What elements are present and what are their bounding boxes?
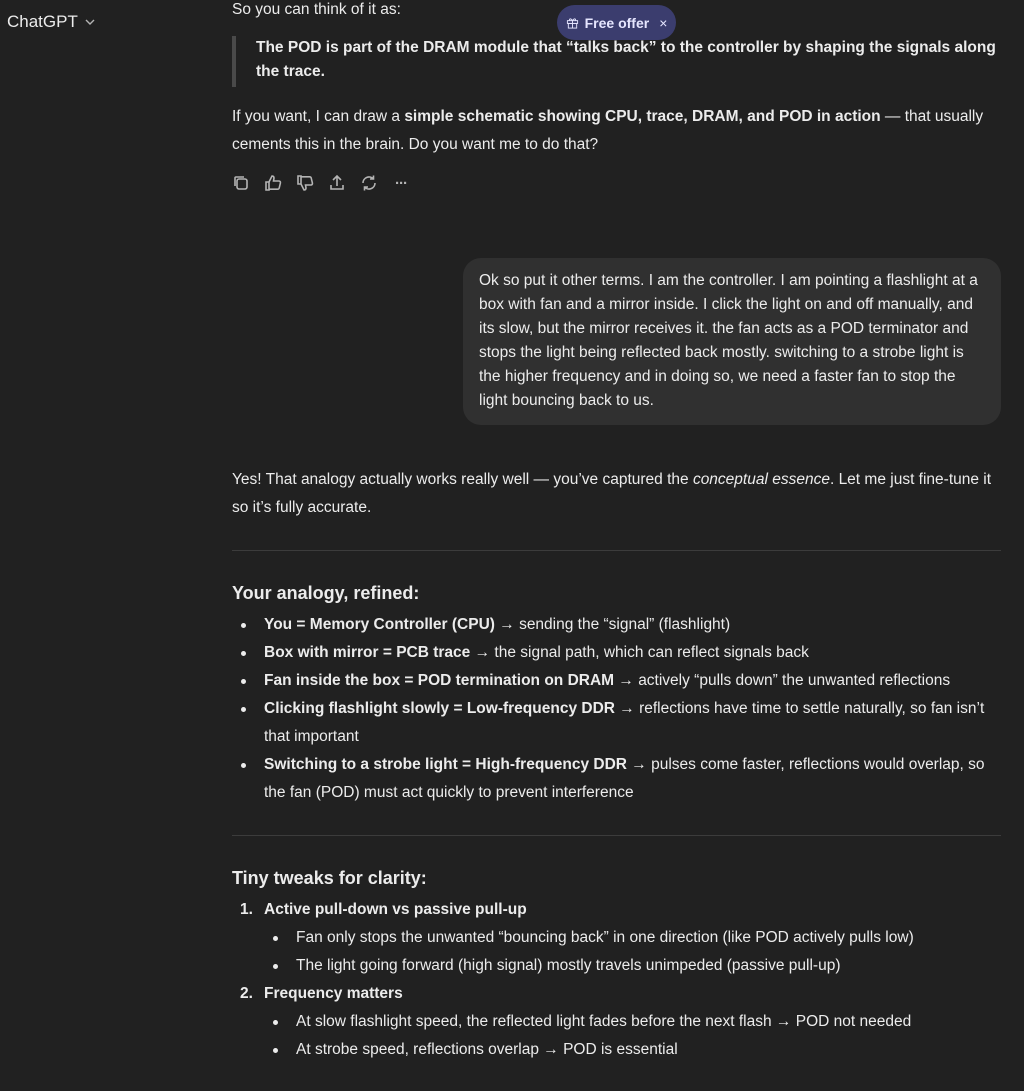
item-title: Frequency matters xyxy=(264,985,403,1002)
list-item xyxy=(232,695,1001,751)
sub-item-text: At strobe speed, reflections overlap → POD is essential xyxy=(296,1041,678,1058)
thumbs-up-icon[interactable] xyxy=(264,172,282,194)
list-item xyxy=(232,667,1001,695)
assistant-intro: So you can think of it as: xyxy=(232,1,401,18)
more-icon[interactable]: ··· xyxy=(395,174,407,192)
assistant-followup xyxy=(232,103,1001,159)
intro-text: Yes! That analogy actually works really well — you’ve captured the xyxy=(232,471,693,488)
item-text: → actively “pulls down” the unwanted reflections xyxy=(614,672,951,689)
analogy-list xyxy=(232,611,1001,807)
blockquote: The POD is part of the DRAM module that “talks back” to the controller by shaping the signals along the trace. xyxy=(232,36,1001,87)
share-icon[interactable] xyxy=(328,172,346,194)
item-bold: Switching to a strobe light = High-frequency DDR xyxy=(264,756,627,773)
sub-item xyxy=(232,952,1001,980)
close-offer-button[interactable]: × xyxy=(659,14,668,31)
numbered-item xyxy=(232,980,1001,1008)
divider xyxy=(232,550,1001,551)
item-number: 1. xyxy=(240,901,253,918)
item-text: → sending the “signal” (flashlight) xyxy=(494,616,731,633)
intro-emphasis: conceptual essence xyxy=(692,471,830,488)
followup-text: If you want, I can draw a xyxy=(232,108,405,125)
tweaks-list xyxy=(232,896,1001,1064)
sub-item-text: Fan only stops the unwanted “bouncing back” in one direction (like POD actively pulls low) xyxy=(296,929,914,946)
sub-list xyxy=(232,924,1001,980)
divider xyxy=(232,835,1001,836)
sub-list xyxy=(232,1008,1001,1064)
sub-item-text: The light going forward (high signal) mostly travels unimpeded (passive pull-up) xyxy=(296,957,841,974)
item-bold: Clicking flashlight slowly = Low-frequency DDR xyxy=(264,700,615,717)
model-label: ChatGPT xyxy=(7,12,78,31)
sub-item xyxy=(232,1036,1001,1064)
item-text: → the signal path, which can reflect signals back xyxy=(470,644,809,661)
followup-text-end: — that usually cements this in the brain. Do you want me to do that? xyxy=(232,108,984,153)
copy-icon[interactable] xyxy=(232,172,250,194)
sub-item xyxy=(232,1008,1001,1036)
model-switcher[interactable] xyxy=(7,12,96,32)
item-text: → reflections have time to settle naturally, so fan isn’t that important xyxy=(264,700,985,745)
item-bold: Fan inside the box = POD termination on DRAM xyxy=(264,672,615,689)
numbered-item xyxy=(232,896,1001,924)
list-item xyxy=(232,639,1001,667)
list-item xyxy=(232,611,1001,639)
thumbs-down-icon[interactable] xyxy=(296,172,314,194)
assistant-reply-intro xyxy=(232,466,1001,522)
free-offer-label: Free offer xyxy=(584,14,650,31)
regenerate-icon[interactable] xyxy=(360,172,378,194)
sub-item-text: At slow flashlight speed, the reflected light fades before the next flash → POD not needed xyxy=(296,1013,912,1030)
item-text: → pulses come faster, reflections would overlap, so the fan (POD) must act quickly to prevent interference xyxy=(264,756,985,801)
intro-text-end: . Let me just fine-tune it so it’s fully accurate. xyxy=(232,471,992,516)
item-title: Active pull-down vs passive pull-up xyxy=(264,901,527,918)
user-message-bubble: Ok so put it other terms. I am the controller. I am pointing a flashlight at a box with fan and a mirror inside. I click the light on and off manually, and its slow, but the mirror receives it. the fan acts as a POD terminator and stops the light being reflected back mostly. switching to a strobe light is the higher frequency and in doing so, we need a faster fan to stop the light bouncing back to us. xyxy=(463,258,1001,425)
item-number: 2. xyxy=(240,985,253,1002)
section-heading-tweaks: Tiny tweaks for clarity: xyxy=(232,868,427,888)
item-bold: You = Memory Controller (CPU) xyxy=(264,616,495,633)
chevron-down-icon xyxy=(84,16,96,28)
section-heading-analogy: Your analogy, refined: xyxy=(232,583,420,603)
item-bold: Box with mirror = PCB trace xyxy=(264,644,471,661)
message-actions xyxy=(232,172,410,194)
list-item xyxy=(232,751,1001,807)
sub-item xyxy=(232,924,1001,952)
followup-bold: simple schematic showing CPU, trace, DRAM, and POD in action xyxy=(404,108,881,125)
